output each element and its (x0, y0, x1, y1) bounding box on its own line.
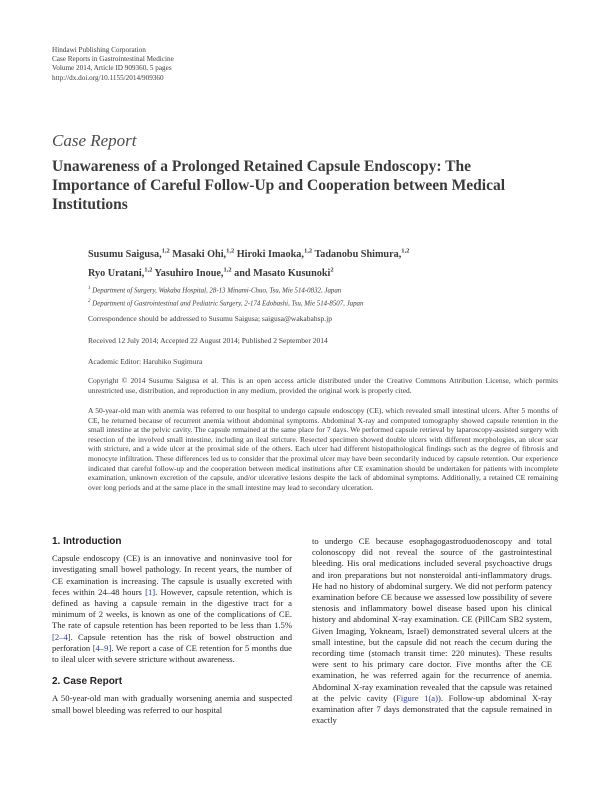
section-heading-introduction: 1. Introduction (52, 536, 122, 547)
article-type: Case Report (52, 131, 137, 150)
section-heading-case-report: 2. Case Report (52, 676, 123, 688)
volume-info: Volume 2014, Article ID 909360, 5 pages (52, 64, 172, 73)
affiliations (88, 284, 558, 310)
author-list (88, 244, 558, 281)
author: Susumu Saigusa,$^{1,2}$ (88, 248, 170, 261)
introduction-paragraph: Capsule endoscopy (CE) is an innovative and noninvasive tool for investigating small bowel pathology. In recent years, the number of CE examination is increasing. The capsule is usually excreted with feces within 24–48 hours [1]. However, capsule retention, which is defined as having a capsule remain in the digestive tract for a minimum of 2 weeks, is known as one of the complications of CE. The rate of capsule retention has been reported to be less than 1.5% [2–4]. Capsule retention has the risk of bowel obstruction and perforation [4–9]. We report a case of CE retention for 5 months due to ileal ulcer with severe stricture without awareness. (52, 553, 292, 665)
copyright-notice: Copyright © 2014 Susumu Saigusa et al. This is an open access article distributed under the Creative Commons Attribution License, which permits unrestricted use, distribution, and reproduction in any medium, provided the original work is properly cited. (88, 376, 558, 395)
author: Masaki Ohi,$^{1,2}$ (172, 248, 235, 261)
right-column (312, 536, 552, 726)
correspondence: Correspondence should be addressed to Susumu Saigusa; saigusa@wakabahsp.jp (88, 314, 332, 323)
journal-header (52, 46, 174, 83)
journal-name: Case Reports in Gastrointestinal Medicine (52, 55, 174, 64)
author: Tadanobu Shimura,$^{1,2}$ (314, 248, 410, 261)
citation-link[interactable]: [2–4] (52, 631, 71, 642)
case-report-continued: to undergo CE because esophagogastroduodenoscopy and total colonoscopy did not reveal the source of the gastrointestinal bleeding. His oral medications included several psychoactive drugs and iron preparations but not nonsteroidal anti-inflammatory drugs. He had no history of abdominal surgery. We did not perform patency examination before CE because we assessed low possibility of severe stenosis and inflammatory bowel disease based upon his clinical history and abdominal X-ray examination. CE (PillCam SB2 system, Given Imaging, Yokneam, Israel) demonstrated several ulcers at the small intestine, but the capsule did not reach the cecum during the recording time (stomach transit time: 220 minutes). These results were sent to his primary care doctor. Five months after the CE examination, he was referred again for the recurrence of anemia. Abdominal X-ray examination revealed that the capsule was retained at the pelvic cavity (Figure 1(a)). Follow-up abdominal X-ray examination after 7 days demonstrated that the capsule remained in exactly (312, 536, 553, 726)
publication-dates: Received 12 July 2014; Accepted 22 August 2014; Published 2 September 2014 (88, 336, 328, 345)
author: and Masato Kusunoki$^2$ (234, 266, 334, 279)
abstract: A 50-year-old man with anemia was referred to our hospital to undergo capsule endoscopy (CE), which revealed small intestinal ulcers. After 5 months of CE, he returned because of recurrent anemia without abdominal symptoms. Abdominal X-ray and computed tomography showed capsule retention in the small intestine at the pelvic cavity. The capsule remained at the same place for 7 days. We performed capsule retrieval by laparoscopy-assisted surgery with resection of the involved small intestine, including an ileal stricture. Resected specimen showed double ulcers with different morphologies, an ulcer scar with stricture, and a wide ulcer at the proximal side of the others. Each ulcer had different histopathological findings such as the degree of fibrosis and monocyte infiltration. These differences led us to consider that the proximal ulcer may have been secondarily induced by capsule retention. Our experience indicated that careful follow-up and the cooperation between medical institutions after CE examination should be undertaken for patients with incomplete examination, unknown excretion of the capsule, and/or ulcerative lesions despite the lack of abdominal symptoms. Additionally, a retained CE remaining over long periods and at the same place in the small intestine may lead to secondary ulceration. (88, 406, 558, 492)
doi-link[interactable]: http://dx.doi.org/10.1155/2014/909360 (52, 73, 164, 82)
paper-title: Unawareness of a Prolonged Retained Capsule Endoscopy: The Importance of Careful Follow-Up and Cooperation between Medical Institutions (52, 158, 506, 213)
publisher-name: Hindawi Publishing Corporation (52, 46, 146, 54)
figure-link[interactable]: Figure 1(a) (396, 692, 438, 703)
affiliation: $^1$ Department of Surgery, Wakaba Hospital, 28-13 Minami-Chuo, Tsu, Mie 514-0832, Japan (88, 286, 342, 295)
case-report-paragraph: A 50-year-old man with gradually worsening anemia and suspected small bowel bleeding was referred to our hospital (52, 693, 292, 715)
left-column (52, 536, 292, 716)
author: Yasuhiro Inoue,$^{1,2}$ (154, 266, 232, 279)
author: Hiroki Imaoka,$^{1,2}$ (236, 248, 313, 261)
academic-editor: Academic Editor: Haruhiko Sugimura (88, 357, 203, 366)
affiliation: $^2$ Department of Gastrointestinal and Pediatric Surgery, 2-174 Edobashi, Tsu, Mie 514-8507, Japan (88, 298, 364, 308)
author: Ryo Uratani,$^{1,2}$ (88, 266, 153, 279)
citation-link[interactable]: [1] (145, 586, 156, 597)
citation-link[interactable]: [4–9] (92, 642, 112, 653)
